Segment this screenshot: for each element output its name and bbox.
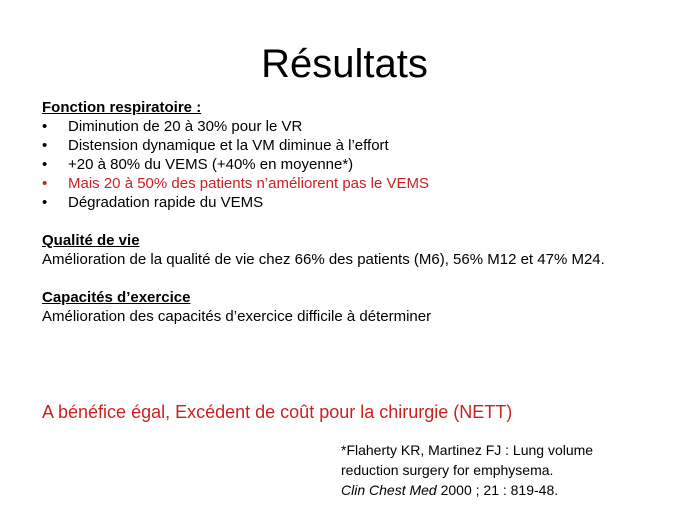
bullet-list bbox=[42, 117, 662, 212]
section-fonction-respiratoire bbox=[42, 98, 662, 212]
list-item-text: Dégradation rapide du VEMS bbox=[68, 194, 264, 211]
list-item-text: Diminution de 20 à 30% pour le VR bbox=[68, 118, 303, 135]
section-heading: Capacités d’exercice bbox=[42, 289, 191, 306]
slide-content bbox=[42, 98, 662, 345]
bullet-icon: • bbox=[42, 118, 48, 135]
list-item-text: +20 à 80% du VEMS (+40% en moyenne*) bbox=[68, 156, 354, 173]
section-text: Amélioration des capacités d’exercice difficile à déterminer bbox=[42, 308, 432, 325]
bullet-icon: • bbox=[42, 156, 48, 173]
conclusion-text: A bénéfice égal, Excédent de coût pour la chirurgie (NETT) bbox=[42, 402, 513, 422]
section-capacites-exercice bbox=[42, 288, 662, 326]
bullet-icon: • bbox=[42, 175, 48, 192]
list-item bbox=[42, 136, 662, 155]
list-item bbox=[42, 155, 662, 174]
list-item-highlighted bbox=[42, 174, 662, 193]
list-item-text: Mais 20 à 50% des patients n’améliorent pas le VEMS bbox=[68, 175, 430, 192]
reference-line-2: reduction surgery for emphysema. bbox=[341, 462, 554, 478]
reference-citation bbox=[341, 440, 661, 500]
bullet-icon: • bbox=[42, 137, 48, 154]
section-qualite-de-vie bbox=[42, 231, 662, 269]
section-heading: Qualité de vie bbox=[42, 232, 140, 249]
reference-line-1: *Flaherty KR, Martinez FJ : Lung volume bbox=[341, 442, 594, 458]
section-heading: Fonction respiratoire : bbox=[42, 99, 202, 116]
section-text: Amélioration de la qualité de vie chez 66% des patients (M6), 56% M12 et 47% M24. bbox=[42, 251, 605, 268]
slide-title: Résultats bbox=[261, 42, 428, 86]
list-item bbox=[42, 193, 662, 212]
list-item bbox=[42, 117, 662, 136]
list-item-text: Distension dynamique et la VM diminue à l’effort bbox=[68, 137, 389, 154]
bullet-icon: • bbox=[42, 194, 48, 211]
reference-citation-details: 2000 ; 21 : 819-48. bbox=[436, 482, 559, 498]
reference-journal: Clin Chest Med bbox=[341, 482, 437, 498]
